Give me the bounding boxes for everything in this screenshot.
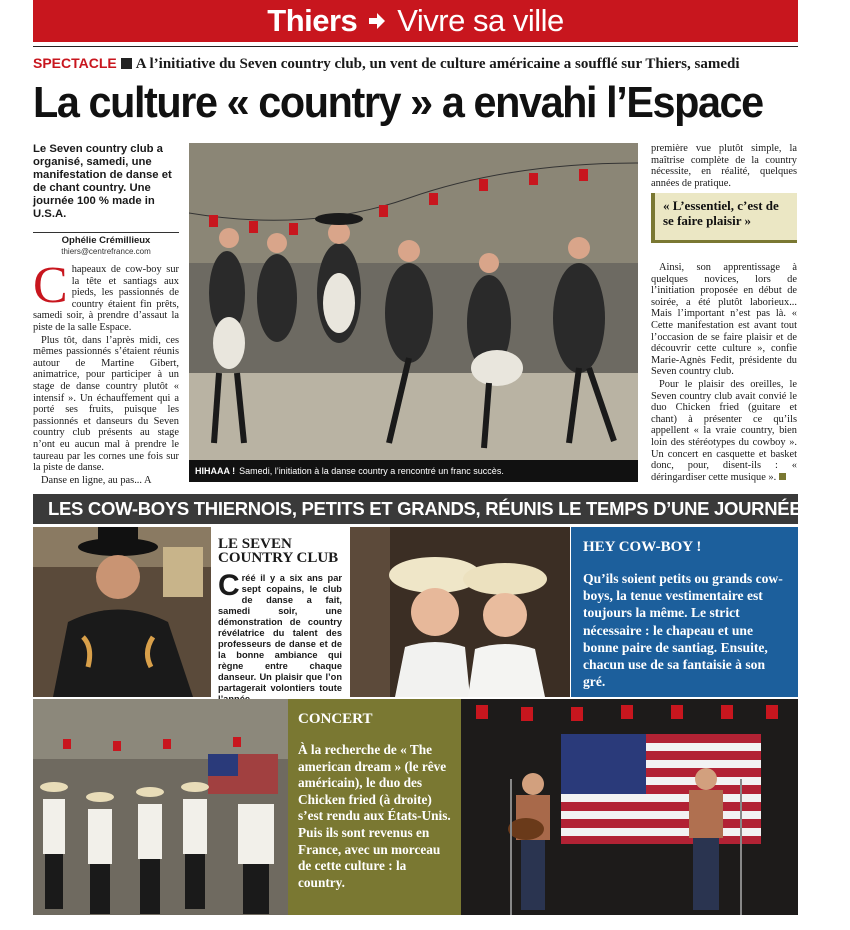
kids-photo	[350, 527, 570, 697]
divider	[33, 232, 179, 233]
article-paragraph: Plus tôt, dans l’après midi, ces mêmes passionnés s’étaient réunis autour de Martine Gibert, animatrice, pour participer à un stage de danse country plutôt « intensif ». Un échauffement qui a porté ses fruits, puisque les passionnés et danseurs du Seven country club présents au stage n’ont eu aucun mal à prendre le taureau par les cornes une fois sur la piste de danse.	[33, 334, 179, 474]
byline-author: Ophélie Crémillieux	[61, 235, 151, 246]
concert-photo	[461, 699, 798, 915]
hey-cowboy-title: HEY COW-BOY !	[583, 539, 702, 555]
article-paragraph: Pour le plaisir des oreilles, le Seven country club avait convié le duo Chicken fried (guitare et chant) à présenter ce qu’ils appellent « la vraie country, bien loin des stéréotypes du cowboy ». Un concert en casquette et basket donc, pour, disent-ils : « déringardiser cette musique ».	[651, 378, 797, 483]
concert-box	[288, 699, 461, 915]
cowboy-photo	[33, 527, 211, 697]
lead-paragraph: Le Seven country club a organisé, samedi, une manifestation de danse et de chant country. Une journée 100 % made in U.S.A.	[33, 143, 172, 220]
pull-quote: « L’essentiel, c’est de se faire plaisir »	[651, 193, 797, 243]
banner-city: Thiers	[267, 3, 358, 38]
kicker-text: A l’initiative du Seven country club, un vent de culture américaine a soufflé sur Thiers, samedi	[135, 56, 740, 72]
article-paragraph: première vue plutôt simple, la maîtrise complète de la country nécessite, en réalité, quelques années de pratique.	[651, 143, 797, 189]
seven-club-box	[218, 537, 342, 705]
caption-text: Samedi, l’initiation à la danse country a rencontré un franc succès.	[239, 466, 504, 476]
section-heading-text: LES COW-BOYS THIERNOIS, PETITS ET GRANDS, RÉUNIS LE TEMPS D’UNE JOURNÉE	[48, 498, 802, 519]
divider	[33, 46, 798, 47]
arrow-right-icon	[367, 11, 387, 31]
article-paragraph: Chapeaux de cow-boy sur la tête et santiags aux pieds, les passionnés de country étaient fin prêts, samedi soir, à prendre d’assaut la piste de la salle Espace.	[33, 257, 179, 333]
line-dance-photo	[33, 699, 288, 915]
banner-section: Vivre sa ville	[397, 3, 564, 38]
article-column-1	[33, 257, 179, 487]
article-column-3	[651, 262, 797, 484]
drop-cap: C	[218, 569, 240, 602]
drop-cap: C	[33, 257, 68, 314]
kicker-tag: SPECTACLE	[33, 55, 117, 71]
photo-caption	[189, 460, 638, 482]
section-banner	[33, 0, 798, 42]
end-mark-icon	[779, 473, 786, 480]
kicker	[33, 55, 803, 73]
article-paragraph: Ainsi, son apprentissage à quelques novices, lors de l’initiation proposée en début de soirée, a été plutôt laborieux... Mais l’important n’est pas là. « Cette manifestation est avant tout l’occasion de se faire plaisir et de découvrir cette culture », confie Marie-Agnès Fedit, présidente du Seven country club.	[651, 262, 797, 378]
seven-club-text: Créé il y a six ans par sept copains, le club de danse a fait, samedi soir, une démonstration de country révélatrice du talent des professeurs de danse et de la bonne ambiance qui règne entre chaque danseur. Un plaisir que l’on partagerait volontiers toute	[218, 569, 342, 693]
article-paragraph: Danse en ligne, au pas... A	[41, 474, 152, 486]
concert-text: À la recherche de « The american dream » (le rêve américain), le duo des Chicken fried (à droite) s’est rendu aux États-Unis. Puis ils sont revenus en France, avec un morceau de cette culture : la country.	[298, 742, 451, 890]
section-heading	[33, 494, 802, 524]
hey-cowboy-text: Qu’ils soient petits ou grands cow-boys, la tenue vestimentaire est toujours la même. Le strict nécessaire : le chapeau et une bonne paire de santiag. Ensuite, chacun use de sa fantaisie à son gré.	[583, 571, 783, 690]
hey-cowboy-box	[571, 527, 798, 697]
caption-lead: HIHAAA !	[195, 466, 236, 476]
concert-title: CONCERT	[298, 711, 373, 727]
square-bullet-icon	[121, 58, 132, 69]
byline-email: thiers@centrefrance.com	[61, 247, 151, 256]
seven-club-title: LE SEVEN COUNTRY CLUB	[218, 536, 339, 566]
dance-photo	[189, 143, 638, 460]
article-column-3-top	[651, 143, 797, 190]
headline: La culture « country » a envahi l’Espace	[33, 78, 763, 127]
